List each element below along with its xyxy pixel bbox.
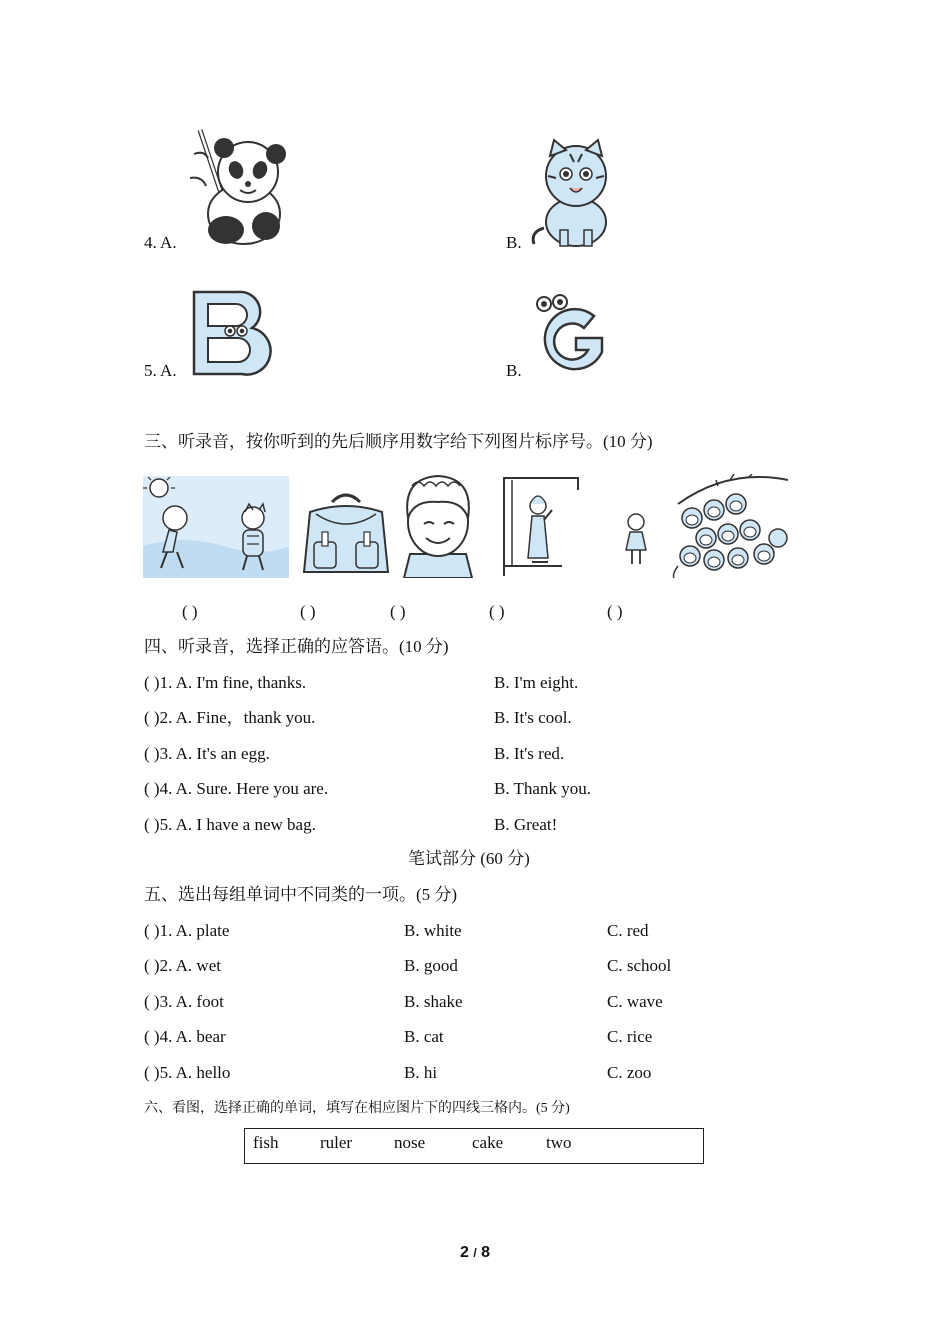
s4-option-b-5: B. Great! (494, 815, 558, 834)
item-4-b-label: B. (506, 233, 522, 252)
page-total: 8 (481, 1244, 491, 1261)
s5-option-c-2: C. school (607, 956, 672, 975)
s4-option-b-3: B. It's red. (494, 744, 565, 763)
section-3-title: 三、听录音，按你听到的先后顺序用数字给下列图片标序号。(10 分) (144, 432, 653, 451)
girl-monkeys-icon (618, 474, 788, 578)
schoolbag-icon (300, 492, 392, 578)
s5-option-c-4: C. rice (607, 1027, 653, 1046)
s5-question-2: ( )2. A. wet (144, 956, 221, 975)
answer-paren-5[interactable]: ( ) (607, 602, 623, 621)
s4-question-2: ( )2. A. Fine，thank you. (144, 708, 316, 727)
s4-question-3: ( )3. A. It's an egg. (144, 744, 270, 763)
s4-option-b-1: B. I'm eight. (494, 673, 579, 692)
s4-option-b-2: B. It's cool. (494, 708, 572, 727)
s5-option-b-2: B. good (404, 956, 458, 975)
answer-paren-3[interactable]: ( ) (390, 602, 406, 621)
s5-option-b-4: B. cat (404, 1027, 444, 1046)
section-6-title: 六、看图，选择正确的单词，填写在相应图片下的四线三格内。(5 分) (144, 1101, 570, 1116)
s4-option-b-4: B. Thank you. (494, 779, 591, 798)
s5-question-5: ( )5. A. hello (144, 1063, 231, 1082)
s5-option-c-3: C. wave (607, 992, 663, 1011)
written-part-heading: 笔试部分 (60 分) (408, 849, 530, 868)
monkey-tiger-scene-icon (143, 476, 289, 578)
s5-option-c-5: C. zoo (607, 1063, 652, 1082)
s5-option-b-3: B. shake (404, 992, 463, 1011)
item-5-label: 5. A. (144, 361, 177, 380)
item-4-label: 4. A. (144, 233, 177, 252)
answer-paren-1[interactable]: ( ) (182, 602, 198, 621)
page-current: 2 (459, 1244, 469, 1261)
item-5-b-label: B. (506, 361, 522, 380)
word-bank-item: nose (394, 1133, 426, 1152)
section-4-title: 四、听录音，选择正确的应答语。(10 分) (144, 637, 449, 656)
s5-option-c-1: C. red (607, 921, 649, 940)
panda-icon (184, 126, 290, 246)
s5-question-1: ( )1. A. plate (144, 921, 230, 940)
answer-paren-4[interactable]: ( ) (489, 602, 505, 621)
letter-g-icon (528, 288, 614, 378)
word-bank-item: two (546, 1133, 572, 1152)
s4-question-1: ( )1. A. I'm fine, thanks. (144, 673, 307, 692)
boy-face-icon (402, 474, 474, 578)
word-bank-item: cake (472, 1133, 504, 1152)
letter-b-icon (186, 288, 276, 378)
tiger-icon (526, 136, 618, 248)
s4-question-4: ( )4. A. Sure. Here you are. (144, 779, 329, 798)
s5-option-b-5: B. hi (404, 1063, 438, 1082)
page-separator: / (473, 1246, 477, 1260)
s5-question-4: ( )4. A. bear (144, 1027, 226, 1046)
girl-waving-icon (500, 466, 580, 576)
s4-question-5: ( )5. A. I have a new bag. (144, 815, 316, 834)
answer-paren-2[interactable]: ( ) (300, 602, 316, 621)
section-5-title: 五、选出每组单词中不同类的一项。(5 分) (144, 885, 458, 904)
page-number (0, 1244, 950, 1262)
s5-question-3: ( )3. A. foot (144, 992, 224, 1011)
s5-option-b-1: B. white (404, 921, 462, 940)
word-bank-item: ruler (320, 1133, 353, 1152)
word-bank-item: fish (253, 1133, 279, 1152)
